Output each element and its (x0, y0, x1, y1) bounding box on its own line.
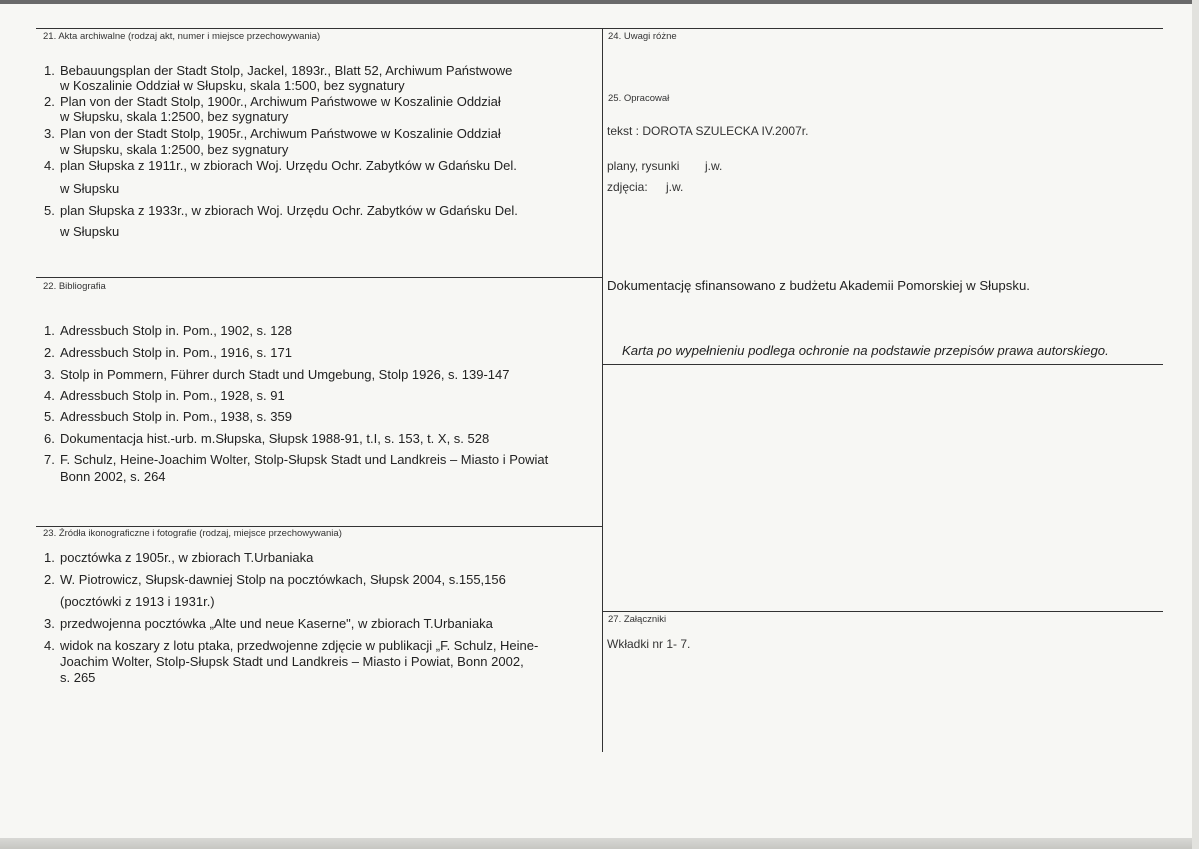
list-item-continuation: Joachim Wolter, Stolp-Słupsk Stadt und Landkreis – Miasto i Powiat, Bonn 2002, (60, 654, 524, 669)
center-divider (602, 28, 603, 752)
list-item-continuation: (pocztówki z 1913 i 1931r.) (60, 594, 215, 609)
list-item: 3. Stolp in Pommern, Führer durch Stadt und Umgebung, Stolp 1926, s. 139-147 (44, 367, 510, 382)
divider-26-27 (602, 611, 1163, 612)
list-item: 5. plan Słupska z 1933r., w zbiorach Woj. Urzędu Ochr. Zabytków w Gdańsku Del. (44, 203, 518, 218)
list-item: 4. Adressbuch Stolp in. Pom., 1928, s. 91 (44, 388, 285, 403)
plans-value: j.w. (705, 159, 723, 173)
list-item-continuation: w Słupsku, skala 1:2500, bez sygnatury (60, 109, 289, 124)
section-21-label: 21. Akta archiwalne (rodzaj akt, numer i miejsce przechowywania) (43, 31, 321, 42)
photos-label: zdjęcia: (607, 180, 648, 194)
list-item: 1. Adressbuch Stolp in. Pom., 1902, s. 128 (44, 323, 292, 338)
list-item: 3. przedwojenna pocztówka „Alte und neue Kaserne", w zbiorach T.Urbaniaka (44, 616, 493, 631)
list-item: 1. pocztówka z 1905r., w zbiorach T.Urbaniaka (44, 550, 314, 565)
author-text: tekst : DOROTA SZULECKA IV.2007r. (607, 124, 809, 138)
list-item: 4. plan Słupska z 1911r., w zbiorach Woj. Urzędu Ochr. Zabytków w Gdańsku Del. (44, 158, 517, 173)
copyright-note: Karta po wypełnieniu podlega ochronie na podstawie przepisów prawa autorskiego. (622, 343, 1109, 358)
list-item: 2. W. Piotrowicz, Słupsk-dawniej Stolp na pocztówkach, Słupsk 2004, s.155,156 (44, 572, 506, 587)
list-item-continuation: Bonn 2002, s. 264 (60, 469, 166, 484)
list-item: 6. Dokumentacja hist.-urb. m.Słupska, Słupsk 1988-91, t.I, s. 153, t. X, s. 528 (44, 431, 490, 446)
section-25-label: 25. Opracował (608, 93, 670, 104)
divider-22-23 (36, 526, 603, 527)
list-item: 3. Plan von der Stadt Stolp, 1905r., Archiwum Państwowe w Koszalinie Oddział (44, 126, 501, 141)
divider-21-22 (36, 277, 603, 278)
plans-label: plany, rysunki (607, 159, 680, 173)
section-24-label: 24. Uwagi różne (608, 31, 677, 42)
list-item-continuation: w Słupsku (60, 181, 120, 196)
list-item-continuation: s. 265 (60, 670, 96, 685)
section-27-label: 27. Załączniki (608, 614, 667, 625)
list-item: 7. F. Schulz, Heine-Joachim Wolter, Stolp-Słupsk Stadt und Landkreis – Miasto i Powiat (44, 452, 549, 467)
divider-25-26 (602, 364, 1163, 365)
list-item-continuation: w Koszalinie Oddział w Słupsku, skala 1:500, bez sygnatury (60, 78, 405, 93)
scan-right-edge (1192, 0, 1199, 849)
top-border (36, 28, 1163, 29)
list-item-continuation: w Słupsku, skala 1:2500, bez sygnatury (60, 142, 289, 157)
section-23-label: 23. Źródła ikonograficzne i fotografie (rodzaj, miejsce przechowywania) (43, 528, 342, 539)
attachments-value: Wkładki nr 1- 7. (607, 637, 691, 651)
scan-top-edge (0, 0, 1199, 4)
list-item: 2. Adressbuch Stolp in. Pom., 1916, s. 171 (44, 345, 292, 360)
list-item: 2. Plan von der Stadt Stolp, 1900r., Archiwum Państwowe w Koszalinie Oddział (44, 94, 501, 109)
list-item: 1. Bebauungsplan der Stadt Stolp, Jackel, 1893r., Blatt 52, Archiwum Państwowe (44, 63, 513, 78)
photos-value: j.w. (666, 180, 684, 194)
list-item: 5. Adressbuch Stolp in. Pom., 1938, s. 359 (44, 409, 292, 424)
list-item-continuation: w Słupsku (60, 224, 120, 239)
funding-note: Dokumentację sfinansowano z budżetu Akademii Pomorskiej w Słupsku. (607, 278, 1030, 293)
list-item: 4. widok na koszary z lotu ptaka, przedwojenne zdjęcie w publikacji „F. Schulz, Heine- (44, 638, 539, 653)
section-22-label: 22. Bibliografia (43, 281, 106, 292)
scan-bottom-edge (0, 838, 1199, 849)
